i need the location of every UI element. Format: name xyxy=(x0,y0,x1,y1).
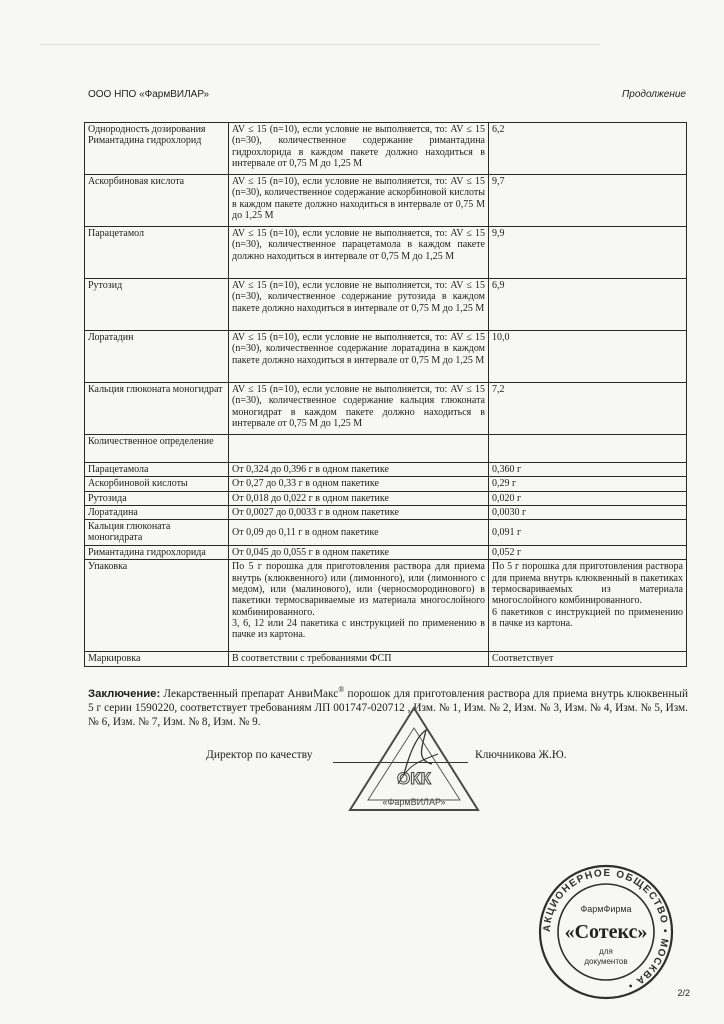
stamp-for-label: для xyxy=(599,947,613,956)
packaging-requirement-2: 3, 6, 12 или 24 пакетика с инструкцией по применению в пачке из картона. xyxy=(232,617,485,641)
packaging-result-2: 6 пакетиков с инструкцией по применению в пачке из картона. xyxy=(492,606,683,629)
signatory-name: Ключникова Ж.Ю. xyxy=(475,749,567,761)
test-requirement: AV ≤ 15 (n=10), если условие не выполняется, то: AV ≤ 15 (n=30), количественное содержание рутозида в каждом пакете должно находиться в интервале от 0,75 М до 1,25 М xyxy=(229,279,489,331)
test-name: Маркировка xyxy=(85,652,229,666)
stamp-center-label: «Сотекс» xyxy=(564,921,648,943)
test-result: 10,0 xyxy=(489,331,687,383)
table-row xyxy=(85,520,687,546)
assay-name: Аскорбиновой кислоты xyxy=(85,477,229,491)
stamp-sub-label: ФармФирма xyxy=(580,904,632,914)
conclusion-text-1: Лекарственный препарат АнвиМакс xyxy=(163,687,339,700)
assay-name: Рутозида xyxy=(85,491,229,505)
test-requirement: AV ≤ 15 (n=10), если условие не выполняется, то: AV ≤ 15 (n=30), количественное содержание лоратадина в каждом пакете должно находиться в интервале от 0,75 М до 1,25 М xyxy=(229,331,489,383)
test-result: 9,7 xyxy=(489,175,687,227)
empty-cell xyxy=(489,435,687,463)
stamp-outer-triangle xyxy=(350,708,478,810)
assay-result: 0,020 г xyxy=(489,491,687,505)
signatory-role: Директор по качеству xyxy=(206,749,313,761)
table-row xyxy=(85,123,687,175)
table-row xyxy=(85,383,687,435)
test-result: 6,9 xyxy=(489,279,687,331)
assay-result: 0,052 г xyxy=(489,546,687,560)
test-name: Кальция глюконата моногидрат xyxy=(85,383,229,435)
test-requirement: AV ≤ 15 (n=10), если условие не выполняется, то: AV ≤ 15 (n=30), количественное парацетамола в каждом пакете должно находиться в интервале от 0,75 М до 1,25 М xyxy=(229,227,489,279)
assay-requirement: От 0,27 до 0,33 г в одном пакетике xyxy=(229,477,489,491)
qc-triangle-stamp xyxy=(346,704,482,820)
test-name: Упаковка xyxy=(85,560,229,652)
test-name: Парацетамол xyxy=(85,227,229,279)
quality-spec-table xyxy=(84,122,687,667)
test-result: 6,2 xyxy=(489,123,687,175)
assay-requirement: От 0,0027 до 0,0033 г в одном пакетике xyxy=(229,505,489,519)
test-name: Рутозид xyxy=(85,279,229,331)
packaging-result xyxy=(489,560,687,652)
stamp-ring-text-path: АКЦИОНЕРНОЕ ОБЩЕСТВО • МОСКВА • xyxy=(541,867,671,992)
table-row xyxy=(85,491,687,505)
continuation-label: Продолжение xyxy=(622,89,686,100)
packaging-requirement-1: По 5 г порошка для приготовления раствора для приема внутрь (клюквенного) или (лимонного), или (лимонного с медом), или (малинового), или (черносмородинового) в пакетики термосвариваемые из материала многослойного комбинированного. xyxy=(232,561,485,618)
table-row xyxy=(85,463,687,477)
empty-cell xyxy=(229,435,489,463)
test-name: Однородность дозирования Римантадина гидрохлорид xyxy=(85,123,229,175)
assay-heading: Количественное определение xyxy=(85,435,229,463)
company-header: ООО НПО «ФармВИЛАР» xyxy=(88,89,210,100)
table-row xyxy=(85,435,687,463)
stamp-company-label: «ФармВИЛАР» xyxy=(382,797,446,807)
conclusion-text-2: порошок для приготовления раствора для приема внутрь клюквенный 5 г серии 1590220, соответствует требованиям ЛП 001747-020712 , Изм. № 1, Изм. № 2, Изм. № 3, Изм. № 4, Изм. № 5, Изм. № 6, Изм. № 7, Изм. № 8, Изм. № 9. xyxy=(88,687,688,728)
test-result: 7,2 xyxy=(489,383,687,435)
assay-name: Римантадина гидрохлорида xyxy=(85,546,229,560)
packaging-requirement xyxy=(229,560,489,652)
assay-name: Лоратадина xyxy=(85,505,229,519)
assay-name: Кальция глюконата моногидрата xyxy=(85,520,229,546)
test-requirement: AV ≤ 15 (n=10), если условие не выполняется, то: AV ≤ 15 (n=30), количественное содержание римантадина гидрохлорида в каждом пакете должно находиться в интервале от 0,75 М до 1,25 М xyxy=(229,123,489,175)
assay-name: Парацетамола xyxy=(85,463,229,477)
table-row xyxy=(85,279,687,331)
stamp-okk-label: ОКК xyxy=(397,769,431,788)
table-row xyxy=(85,560,687,652)
stamp-inner-triangle xyxy=(368,728,460,800)
table-row xyxy=(85,175,687,227)
assay-requirement: От 0,09 до 0,11 г в одном пакетике xyxy=(229,520,489,546)
packaging-result-1: По 5 г порошка для приготовления раствора для приема внутрь клюквенный в пакетиках термосвариваемых из материала многослойного комбинированного. xyxy=(492,561,683,607)
stamp-docs-label: документов xyxy=(584,957,628,966)
marking-requirement: В соответствии с требованиями ФСП xyxy=(229,652,489,666)
table-row xyxy=(85,477,687,491)
assay-result: 0,091 г xyxy=(489,520,687,546)
test-name: Аскорбиновая кислота xyxy=(85,175,229,227)
assay-requirement: От 0,018 до 0,022 г в одном пакетике xyxy=(229,491,489,505)
test-name: Лоратадин xyxy=(85,331,229,383)
assay-requirement: От 0,324 до 0,396 г в одном пакетике xyxy=(229,463,489,477)
assay-result: 0,0030 г xyxy=(489,505,687,519)
test-requirement: AV ≤ 15 (n=10), если условие не выполняется, то: AV ≤ 15 (n=30), количественное содержание кальция глюконата моногидрат в каждом пакете должно находиться в интервале от 0,75 М до 1,25 М xyxy=(229,383,489,435)
table-row xyxy=(85,546,687,560)
test-result: 9,9 xyxy=(489,227,687,279)
table-row xyxy=(85,652,687,666)
page-number: 2/2 xyxy=(677,988,690,998)
table-row xyxy=(85,331,687,383)
table-row xyxy=(85,505,687,519)
conclusion-label: Заключение: xyxy=(88,687,161,700)
registered-mark: ® xyxy=(338,685,345,694)
test-requirement: AV ≤ 15 (n=10), если условие не выполняется, то: AV ≤ 15 (n=30), количественное содержание аскорбиновой кислоты в каждом пакете должно находиться в интервале от 0,75 М до 1,25 М xyxy=(229,175,489,227)
table-row xyxy=(85,227,687,279)
assay-result: 0,29 г xyxy=(489,477,687,491)
scan-edge-line xyxy=(40,44,600,45)
marking-result: Соответствует xyxy=(489,652,687,666)
assay-result: 0,360 г xyxy=(489,463,687,477)
company-round-stamp xyxy=(536,862,676,1002)
assay-requirement: От 0,045 до 0,055 г в одном пакетике xyxy=(229,546,489,560)
